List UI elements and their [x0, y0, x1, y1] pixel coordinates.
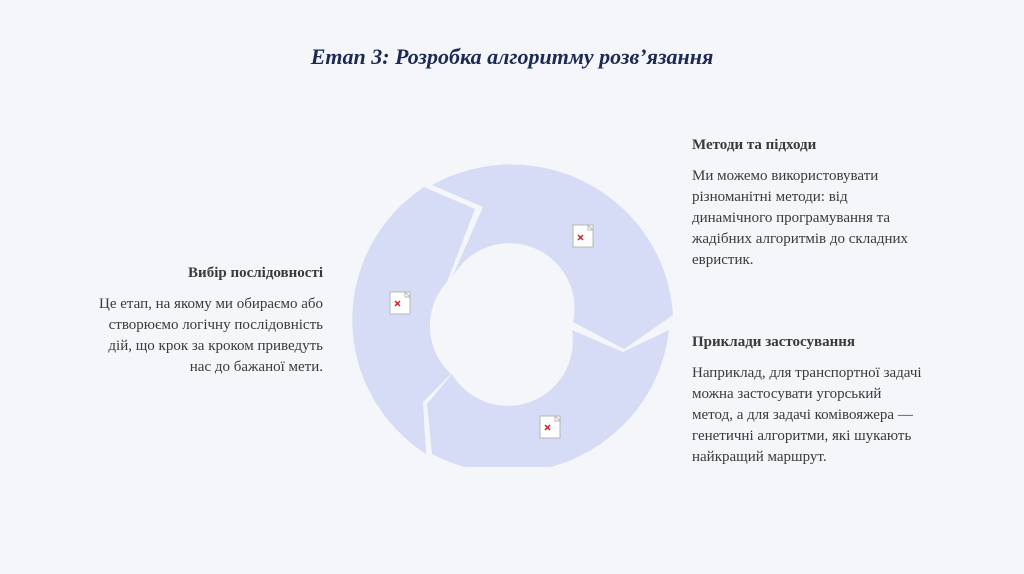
block-line: Ми можемо використовувати [692, 168, 879, 184]
text-block-sequence-choice [40, 265, 323, 378]
block-line: нас до бажаної мети. [189, 359, 323, 375]
broken-image-icon [390, 292, 410, 314]
block-line: різноманітні методи: від [692, 189, 848, 205]
cycle-diagram [340, 152, 685, 467]
block-line: створюємо логічну послідовність [108, 317, 323, 333]
block-line: дій, що крок за кроком приведуть [108, 338, 323, 354]
block-line: найкращий маршрут. [692, 449, 827, 465]
block-heading: Методи та підходи [692, 137, 817, 153]
block-line: Наприклад, для транспортної задачі [692, 365, 922, 381]
text-block-examples [692, 334, 982, 468]
broken-image-icon [573, 225, 593, 247]
broken-image-icon [540, 416, 560, 438]
cycle-segment-examples [427, 330, 669, 467]
block-body [40, 294, 323, 378]
block-heading: Вибір послідовності [188, 265, 323, 281]
block-line: динамічного програмування та [692, 210, 891, 226]
block-line: евристик. [692, 252, 754, 268]
block-line: жадібних алгоритмів до складних [692, 231, 909, 247]
block-heading: Приклади застосування [692, 334, 856, 350]
block-line: можна застосувати угорський [692, 386, 882, 402]
block-body [692, 166, 972, 271]
text-block-methods [692, 137, 972, 271]
slide-title: Етап 3: Розробка алгоритму розв’язання [310, 44, 714, 69]
block-body [692, 363, 982, 468]
cycle-segment-methods [432, 165, 673, 349]
block-line: метод, а для задачі комівояжера — [692, 407, 913, 423]
block-line: Це етап, на якому ми обираємо або [99, 296, 323, 312]
block-line: генетичні алгоритми, які шукають [692, 428, 912, 444]
